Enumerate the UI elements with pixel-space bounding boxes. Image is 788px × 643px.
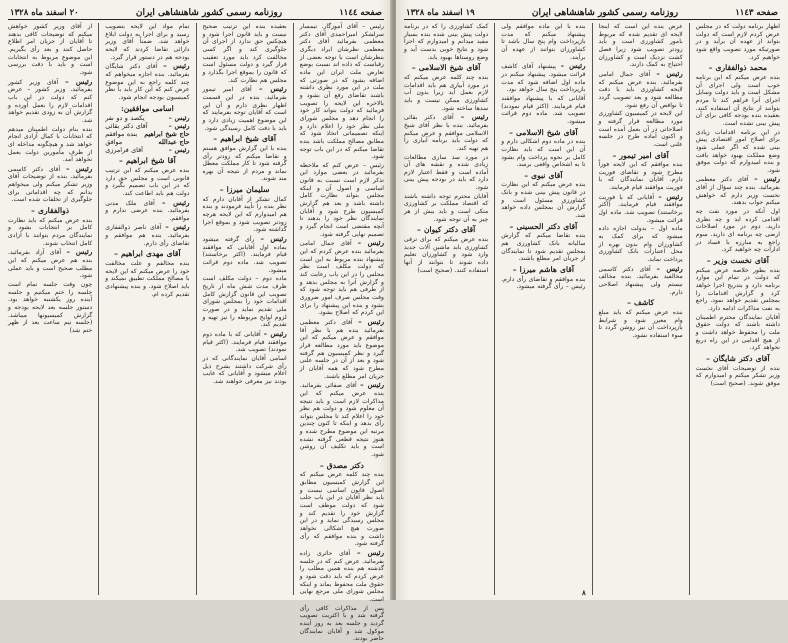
column-rule (494, 23, 495, 595)
speech-text: آقای دکتر معظمی بفرمائید. بنده چند سؤال از آقای نخست وزیر دارم که خواهش میکنم جواب بدهند. (695, 176, 780, 207)
vote-list-title: اسامی موافقین: (120, 103, 174, 113)
speaker-name: رئیس – (356, 547, 384, 557)
speech-text: آقای وزیر کشور بفرمائید. وزیر کشور – عرض کنم که دولت در این باب اقدامات لازم را بعمل آورده و گزارش آن به زودی تقدیم خواهد شد. (8, 78, 93, 124)
speaker-name: رئیس – (357, 238, 384, 248)
text-paragraph: بنده عرض میکنم که باید مبلغ وام معین شود و شرایط بازپرداخت آن نیز روشن گردد تا سوء استفاده نشود. (598, 308, 683, 339)
speaker-name: رئیس – (65, 76, 93, 86)
text-paragraph: بنده با این گزارش موافق هستم و تقاضا میکنم که زودتر رأی گرفته شود تا کار مملکت معطل نماند و مردم از نتیجه آن بهره مند شوند. (202, 144, 287, 183)
column-rule (689, 23, 690, 595)
text-paragraph: در این برنامه اقدامات زیادی برای اصلاح امور اقتصادی پیش بینی شده که اگر عملی شود وضع مملکت بهبود خواهد یافت و بنده امیدوارم که دولت موفق شود. (695, 128, 780, 174)
left-columns (8, 23, 385, 643)
speaker-name: رئیس – (560, 61, 586, 71)
speaker-name: رئیس – (658, 191, 683, 201)
text-paragraph: اظهار برنامه دولت که در مجلس عرض کردم لازم است که دولت بتواند از عهده آن برآید و در صورتیکه مورد تصویب واقع شود خواهیم کرد. (695, 23, 780, 61)
column-rule (98, 23, 99, 595)
speaker-name: رئیس – (260, 234, 287, 244)
vote-row (105, 130, 189, 138)
vote-name: حاج شیخ ابراهیم (144, 130, 190, 139)
speech-paragraph (203, 235, 287, 274)
text-column (696, 23, 780, 595)
speech-paragraph (300, 549, 384, 604)
text-paragraph: بنده عرض میکنم که برای ترقی کشاورزی باید ماشین آلات جدید وارد شود و کشاورزان تعلیم داده شوند تا بتوانند از آنها استفاده کنند. (صحیح است) (404, 236, 489, 274)
text-paragraph: آقایانی که با پیشنهاد موافقند قیام فرمایند. (اکثر قیام نمودند) تصویب شد. ماده دوم قرائت میشود. (501, 94, 586, 125)
speech-text: آقای امیر تیمور بفرمائید. بنده در این قسمت اظهار نظری دارم و آن این است که آقایان توجه بفرمایند که این موضوع اهمیت زیادی دارد و باید با دقت کامل رسیدگی شود. (202, 86, 287, 132)
speech-text: آقای دکتر بقائی بفرمائید. بنده با نظر آقای شیخ الاسلامی موافقم و عرض میکنم که دولت باید برنامه آبیاری را هم تهیه کند. (404, 114, 489, 152)
speaker-name: رئیس – (66, 247, 93, 257)
speaker-name: رئیس – (163, 61, 190, 71)
speech-paragraph (8, 248, 92, 280)
right-page-date: ١٩ اسفند ماه ١٣٢٨ (406, 7, 475, 18)
folio-number: ٨ (582, 588, 586, 597)
text-paragraph: بنده موافقم که این لایحه فوراً مطرح شود و تقاضای فوریت دارم. آقایان نمایندگان که با فوریت موافقند قیام فرمایند. (598, 161, 683, 192)
text-paragraph: آقایان نمایندگان محترم اطمینان داشته باشند که دولت حقوق ملت را محفوظ خواهد داشت و از هیچ اقدامی در این راه دریغ نخواهد کرد. (695, 313, 780, 352)
speech-text: آقای آزاد بفرمائید. بنده هم عرض میکنم که این مطلب صحیح است و باید عملی شود. (8, 249, 93, 280)
speaker-heading: آقای دکتر کیوان – (417, 225, 476, 235)
left-page-date: ٢٠ اسفند ماه ١٣٢٨ (10, 7, 79, 18)
text-paragraph: بنده تقاضا میکنم که گزارش سالیانه بانک کشاورزی هم بمجلس تقدیم شود تا نمایندگان از جریان امر مطلع باشند. (501, 232, 586, 263)
speech-text: آقای دکتر کاسمی بفرمائید. بنده از توضیحات آقای وزیر تشکر میکنم ولی میخواهم بدانم که چه اقداماتی برای جلوگیری از تخلفات شده است. (8, 165, 93, 204)
text-paragraph: بعقیده بنده این ترتیب صحیح نیست و باید قانون اجرا شود و هیچکس حق ندارد از اجرای آن جلوگیری کند و اگر کسی مخالفت کرد باید مورد تعقیب قرار گیرد و دولت مسئول است که قانون را بموقع اجرا بگذارد و مجلس هم نظارت کند. (202, 23, 287, 84)
speech-text: آقای دکتر کاسمی مخالفید بفرمائید. بنده مخالف نیستم ولی پیشنهاد اصلاحی دارم. (598, 265, 683, 296)
speech-paragraph (404, 113, 488, 152)
speaker-heading: آقای امیر تیمور – (612, 150, 669, 160)
speech-text: پیشنهاد آقای کاشف قرائت میشود. پیشنهاد میکنم در ماده اول اضافه شود که مدت بازپرداخت پنج سال خواهد بود. (501, 63, 586, 94)
speaker-name: رئیس – (259, 84, 287, 94)
text-paragraph: در مورد سد سازی مطالعات زیادی شده و نقشه های آن آماده است و فقط اعتبار لازم دارد که باید در بودجه پیش بینی شود. (404, 153, 489, 192)
text-column (8, 23, 92, 595)
right-columns (404, 23, 780, 595)
text-paragraph: بنده عرض میکنم که باید نظارت کامل بر انتخابات بشود و نمایندگان مردم بتوانند با آزادی کامل انتخاب شوند. (8, 216, 93, 247)
text-paragraph: از آقای وزیر کشور خواهش میکنم که توضیحات کافی بدهند تا آقایان از جریان امر اطلاع حاصل کنند و بعد رأی بگیریم. این موضوع مربوط به انتخابات است و باید با دقت بررسی شود. (8, 23, 93, 76)
speaker-heading: دکتر مصدق – (319, 460, 364, 470)
speaker-heading: آقای دکتر الحسینی – (509, 221, 578, 231)
speech-paragraph (8, 165, 92, 204)
text-paragraph: اسامی آقایان نمایندگانی که در رأی شرکت داشتند بشرح ذیل اعلام میشود و آقایانی که غایب بودند نیز معرفی خواهند شد. (202, 354, 287, 385)
speech-paragraph (599, 70, 683, 109)
right-page-header (404, 6, 780, 20)
text-paragraph: بنده چند کلمه عرض میکنم که در مورد آبیاری هم باید اقدامات لازم بعمل آید زیرا بدون آب کشاورزی ممکن نیست و باید سدها ساخته شود. (404, 73, 489, 112)
speaker-name: رئیس – (754, 174, 781, 184)
speaker-name: رئیس – (360, 380, 384, 390)
text-paragraph: کمک کشاورزی را که در برنامه دولت پیش بینی شده بنده بسیار مفید میدانم و امیدوارم که اجرا شود و نتایج خوبی بدست آید و وضع روستاها بهبود یابد. (404, 23, 489, 61)
speech-paragraph (696, 175, 780, 207)
vote-name: حاج عبدالله (158, 138, 190, 147)
speech-text: آقای دکتر شایگان بفرمائید. بنده اجازه میخواهم که چند کلمه راجع به این موضوع عرض کنم که این کار باید با نظر کمیسیون بودجه انجام شود. (105, 63, 190, 101)
text-paragraph: بنده مخالفم و علت مخالفت خود را عرض میکنم که این لایحه با مصالح مملکت تطبیق نمیکند و باید اصلاح شود. و بنده پیشنهادی تقدیم کرده ام. (105, 260, 190, 298)
speech-paragraph (105, 62, 189, 101)
text-paragraph: بنده در ماده دوم اشکالی دارم و آن این است که باید نظارت کامل بر نحوه پرداخت وام بشود تا به اشخاص واقعی برسد. (501, 138, 586, 169)
speaker-name: رئیس – (165, 222, 190, 232)
text-paragraph: بنده عرض میکنم که این برنامه خوب است ولی اجرای آن مشکل است و باید دولت وسایل اجرای آنرا فراهم کند تا مردم بتوانند از نتایج آن استفاده کنند. بعقیده بنده بودجه کافی برای آن پیش بینی نشده است. (695, 73, 780, 127)
text-paragraph: آقایان محترم توجه داشته باشند که اقتصاد مملکت بر کشاورزی متکی است و باید بیش از هر چیز به آن توجه شود. (404, 192, 489, 223)
vote-row (105, 138, 189, 146)
speech-paragraph (105, 199, 189, 223)
speaker-heading: محمد ذوالفقاری – (708, 63, 768, 73)
left-page (0, 0, 392, 643)
speech-text: آقای ملک مدنی بفرمائید. بنده عرضی ندارم و موافقم. (105, 199, 190, 222)
vote-value: آقای فرامرزی (105, 146, 143, 155)
speaker-name: رئیس – (358, 316, 385, 326)
text-paragraph: عرض بنده این است که اینجا لایحه ای تقدیم شده که مربوط بامور کشاورزی است و باید زودتر تصویب شود زیرا فصل کشت نزدیک است و کشاورزان احتیاج به کمک دارند. (598, 23, 683, 69)
text-column (299, 23, 385, 643)
speech-paragraph (599, 265, 683, 297)
right-page (396, 0, 788, 600)
vote-row (105, 146, 189, 154)
speech-text: آقای حائری زاده بفرمائید. عرض کنم که در جلسه گذشته هم بنده همین مطلب را عرض کردم که باید دقت شود و حقوق ملت محفوظ بماند و اینکه مجلس شورای ملی مرجع نهایی است. (299, 549, 384, 603)
text-column (599, 23, 683, 595)
speech-paragraph (300, 318, 384, 380)
vote-name: رئیس – (168, 114, 190, 123)
text-paragraph: بنده بطور خلاصه عرض میکنم که دولت در تمام این موارد برنامه دارد و بتدریج اجرا خواهد کرد و گزارش اقدامات را بمجلس تقدیم خواهد نمود. راجع به نفت مذاکرات ادامه دارد. (695, 266, 780, 312)
speaker-heading: ذوالفقاری – (31, 206, 70, 216)
speech-paragraph (501, 62, 585, 94)
speech-text: آقایانی که با فوریت موافقند قیام فرمایند. (اکثر برخاستند) تصویب شد. ماده اول قرائت میشود. (598, 193, 683, 224)
right-page-number: صفحه ١١٤٣ (735, 7, 778, 18)
speech-text: آقای دکتر معظمی بفرمائید بنده هم با نظر آقا موافقم و عرض میکنم که این موضوع باید مورد مطالعه قرار گیرد و نظر کمیسیون هم گرفته شود و بعد از آن در جلسه علنی مطرح شود که همه آقایان از جریان امر مطلع باشند. (299, 318, 384, 380)
vote-value: بنده موافقم (105, 130, 138, 139)
speech-paragraph (203, 330, 287, 354)
speaker-heading: آقای مهدی ابراهیم – (114, 249, 181, 259)
speaker-heading: کاشف – (627, 298, 655, 308)
text-paragraph: بنده با این ماده موافقم ولی پیشنهاد میکنم که مدت بازپرداخت وام پنج سال باشد تا کشاورزان بتوانند از عهده آن برآیند. (501, 23, 586, 61)
text-paragraph: بنده بنام دولت اطمینان میدهم که انتخابات با کمال آزادی انجام خواهد شد و هیچگونه مداخله ای از طرف مأمورین دولت بعمل نخواهد آمد. (8, 125, 93, 164)
vote-list (105, 105, 189, 155)
speech-text: آقای جمال امامی بفرمائید. بنده عرض میکنم که لایحه کشاورزی باید با دقت مطالعه شود و بعد تصویب گردد تا نواقص آن رفع شود. (598, 70, 683, 109)
speech-paragraph (203, 85, 287, 132)
vote-value: آقای دکتر بقائی (105, 122, 148, 131)
speaker-heading: آقای هاشم میرزا – (512, 265, 575, 275)
text-column (404, 23, 488, 595)
speaker-name: رئیس – (66, 163, 93, 173)
text-column (105, 23, 189, 595)
speech-paragraph (599, 193, 683, 225)
text-column (203, 23, 287, 595)
text-paragraph: کمال تشکر از آقایان دارم که نظر بنده را تأیید فرمودند و بنده هم امیدوارم که این لایحه هرچه زودتر تصویب شود و بموقع اجرا گذاشته شود. (202, 195, 287, 234)
speaker-heading: سلیمان میرزا – (219, 185, 270, 195)
column-rule (196, 23, 197, 595)
speaker-name: رئیس – (656, 68, 683, 78)
speaker-heading: آقای نبوی – (524, 170, 563, 180)
speech-text: آقای جمال امامی بفرمائید بنده عرض کردم که این پیشنهاد بنده مربوط به این است که دولت مکلف است نظر مجلس را در این باب رعایت کند و گزارش آنرا به مجلس بدهد و از طرفی هم باید توجه شود که وقت مجلس صرف امور ضروری بشود و بنده این پیشنهاد را برای این کردم که اصلاح بشود. (299, 240, 384, 317)
speech-text: آقای ناصر ذوالفقاری بفرمائید. بنده هم موافقم و تقاضای رأی دارم. (105, 224, 190, 247)
vote-value: موافق (105, 138, 123, 147)
speech-text: آقای صفائی بفرمائید. بنده عرض میکنم که این مذاکرات لازم است و باید نتیجه آن معلوم شود و دولت هم نظر خود را اعلام کند تا مجلس بتواند رأی بدهد و اینکه تا کنون چندین مرتبه این موضوع مطرح شده و هنوز نتیجه قطعی گرفته نشده است و باید تکلیف آن روشن شود. (299, 382, 384, 459)
text-paragraph: بنده چند کلمه عرض میکنم که این گزارش کمیسیون مطابق اصول قانون اساسی نیست و باید نظر آقایان در این باب جلب شود که دولت موظف است گزارش خود را تقدیم کند و مجلس رسیدگی نماید و در این صورت هیچ اشکالی نخواهد داشت و بنده موافقم که رأی گرفته شود. (299, 471, 384, 548)
speech-text: آقایانی که با ماده دوم موافقند قیام فرمایند. (اکثر قیام نمودند) تصویب شد. (202, 330, 287, 354)
speaker-name: رئیس – (161, 197, 190, 207)
text-paragraph: پس از مذاکرات کافی رأی گرفته شد و با اکثریت تصویب گردید و جلسه بعد به روز آینده موکول شد و آقایان نمایندگان حاضر بودند. (299, 604, 384, 643)
text-paragraph: بنده عرض میکنم که این ترتیب قانونی است و مجلس حق دارد که در این باب تصمیم بگیرد و دولت هم باید اطاعت کند. (105, 166, 190, 197)
left-page-title: روزنامه رسمی کشور شاهنشاهی ایران (135, 7, 283, 18)
speaker-heading: آقای شیخ الاسلامی – (411, 63, 481, 73)
speaker-heading: آقا شیخ ابراهیم – (119, 156, 176, 166)
text-paragraph: چون وقت جلسه تمام است جلسه را ختم میکنیم و جلسه آینده روز یکشنبه خواهد بود. دستور جلسه بعد لایحه بودجه و گزارش کمیسیونها میباشد. (جلسه نیم ساعت بعد از ظهر ختم شد) (8, 281, 93, 334)
left-page-header (8, 6, 384, 20)
speech-paragraph (300, 239, 384, 317)
speaker-name: رئیس – (263, 328, 287, 338)
vote-value: یکصد و دو نفر (105, 114, 145, 123)
column-rule (293, 23, 294, 595)
text-paragraph: بنده عرض میکنم که این نظارت در قانون پیش بینی شده و بانک کشاورزی مسئول است و گزارش آن بمجلس داده خواهد شد. (501, 181, 586, 220)
speech-paragraph (8, 78, 92, 125)
vote-row (105, 122, 189, 130)
text-paragraph: رئیس – آقای آموزگار. تیمسار سرلشکر امیراحمدی آقای دکتر معظمی بفرمائید آقای دکتر معظمی نظرشان ایراد دیگری بنظرشان است با توجه بعضی از رقباست که داده اند نسبت بوضع تعارض ملت ایران این ماده اضافه بشود که در صورتی که ملت در این مورد نظری داشته باشند تقاضای رفع آن بشود و بالاخره این لایحه را تصویب فرمائید که دولت بتواند کار خود را انجام دهد و مجلس شورای ملی نظر خود را اعلام دارد و اینکه تصمیماتی اتخاذ شود که مطابق مصالح مملکت باشد بنده تقاضا میکنم که در این باب توجه شود. (299, 23, 384, 161)
text-paragraph: بنده از توضیحات آقای نخست وزیر تشکر میکنم و امیدوارم که موفق شوند. (صحیح است) (695, 364, 780, 387)
speech-paragraph (300, 381, 384, 459)
text-column (501, 23, 585, 595)
vote-name: رئیس – (168, 122, 190, 131)
speaker-name: رئیس – (656, 263, 683, 273)
text-paragraph: این لایحه در کمیسیون کشاورزی مورد مطالعه قرار گرفته و اصلاحاتی در آن بعمل آمده است و اکنون آماده طرح در جلسه علنی است. (598, 110, 683, 148)
text-paragraph: اول آنکه در مورد نفت چه اقدامی کرده اید و چه نظری دارید. دوم در مورد اصلاحات ارضی چه برنامه ای دارید. سوم راجع به مبارزه با فساد در ادارات چه خواهید کرد. (695, 208, 780, 254)
vote-row (105, 114, 189, 122)
column-rule (592, 23, 593, 595)
text-paragraph: ماده اول – بدولت اجازه داده میشود که برای کمک به کشاورزان وام بدون بهره از محل اعتبارات بانک کشاورزی پرداخت نماید. (598, 225, 683, 264)
speaker-heading: آقای نخست وزیر – (706, 256, 769, 266)
left-page-number: صفحه ١١٤٤ (339, 7, 382, 18)
speech-text: رأی گرفته میشود بماده اول آقایانی که موافقند قیام فرمایند. (اکثر برخاستند) تصویب شد. ماده دوم قرائت میشود. (202, 236, 287, 274)
vote-name: رئیس – (168, 146, 190, 155)
text-paragraph: تمام مواد این لایحه بتصویب رسید و برای اجرا به دولت ابلاغ خواهد شد. ضمناً آقای وزیر دارائی تقاضا کردند که لایحه بودجه هم در دستور قرار گیرد. (105, 23, 190, 61)
speaker-name: رئیس – (460, 112, 489, 122)
speech-paragraph (105, 223, 189, 247)
speaker-heading: آقای دکتر شایگان – (706, 353, 770, 363)
text-paragraph: رئیس – عرض کنم که ملاحظه بفرمائید در بعضی موارد این تذکر لازم است نسبت به قانون اساسی و اصول آن و اینکه مجلس بتواند نظارت کامل داشته باشد و بعد هم گزارش کمیسیون طرح شود و آقایان نمایندگان نظر خود را بدهند تا آنچه مقتضی است انجام گیرد و تصمیم نهایی گرفته شود. (299, 161, 384, 238)
speaker-heading: آقای شیخ الاسلامی – (509, 127, 578, 137)
text-paragraph: بنده موافقم و تقاضای رأی دارم. رئیس – رأی گرفته میشود. (501, 275, 586, 291)
speaker-heading: آقای شیخ ابراهیم – (213, 134, 276, 144)
text-paragraph: ماده دوم – دولت مکلف است ظرف مدت شش ماه از تاریخ تصویب این قانون گزارش کامل اقدامات خود را بمجلس شورای ملی تقدیم نماید و در صورت لزوم لوایح مربوطه را نیز تهیه و تقدیم کند. (202, 275, 287, 329)
right-page-title: روزنامه رسمی کشور شاهنشاهی ایران (531, 7, 679, 18)
